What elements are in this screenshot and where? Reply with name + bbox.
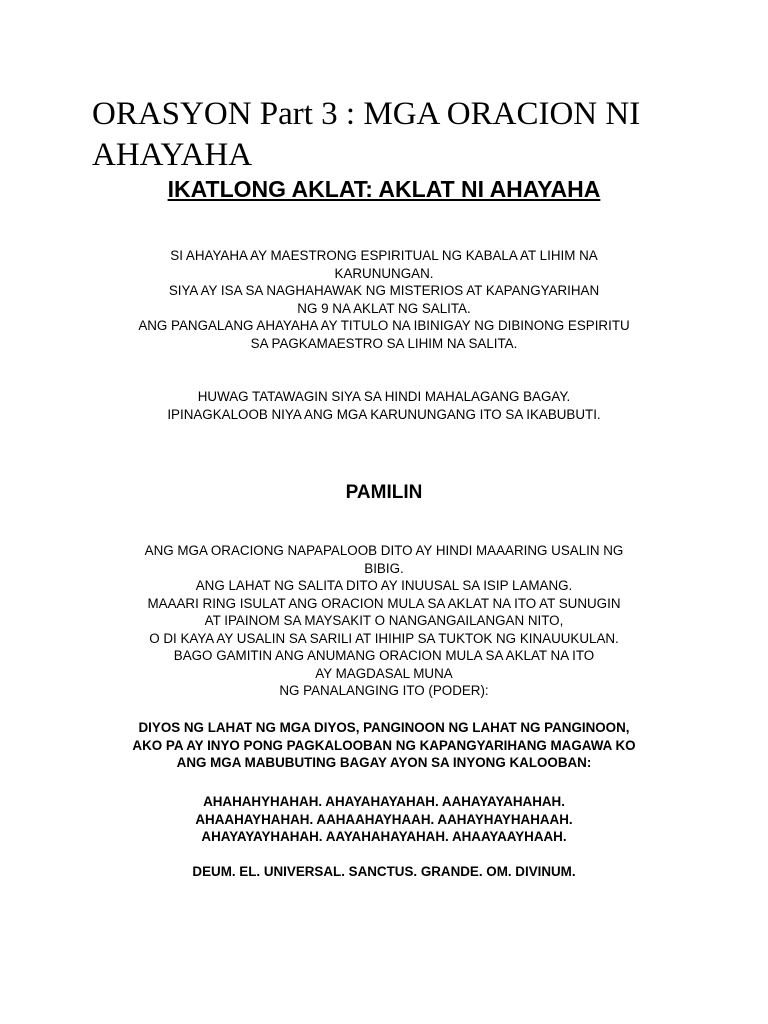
instruction-line: BIBIG. <box>364 560 404 576</box>
prayer-line: ANG MGA MABUBUTING BAGAY AYON SA INYONG KALOOBAN: <box>176 755 592 770</box>
warning-line: HUWAG TATAWAGIN SIYA SA HINDI MAHALAGANG BAGAY. <box>197 389 571 404</box>
instruction-line: ANG LAHAT NG SALITA DITO AY INUUSAL SA ISIP LAMANG. <box>195 578 573 593</box>
document-subtitle: IKATLONG AKLAT: AKLAT NI AHAYAHA <box>167 176 601 202</box>
intro-line: SA PAGKAMAESTRO SA LIHIM NA SALITA. <box>250 335 518 351</box>
instruction-line: BAGO GAMITIN ANG ANUMANG ORACION MULA SA AKLAT NA ITO <box>173 648 595 663</box>
warning-line: IPINAGKALOOB NIYA ANG MGA KARUNUNGANG ITO SA IKABUBUTI. <box>167 406 601 422</box>
instruction-line: NG PANALANGING ITO (PODER): <box>279 683 489 698</box>
prayer-paragraph <box>90 719 678 772</box>
instruction-line: AT IPAINOM SA MAYSAKIT O NANGANGAILANGAN NITO, <box>204 613 564 628</box>
chant-line: AHAYAYAYHAHAH. AAYAHAHAYAHAH. AHAAYAAYHAAH. <box>201 829 567 844</box>
intro-paragraph <box>90 247 678 352</box>
prayer-line: AKO PA AY INYO PONG PAGKALOOBAN NG KAPANGYARIHANG MAGAWA KO <box>132 737 636 753</box>
chant-paragraph <box>90 793 678 846</box>
warning-paragraph <box>90 388 678 423</box>
instruction-line: ANG MGA ORACIONG NAPAPALOOB DITO AY HINDI MAAARING USALIN NG <box>144 543 624 558</box>
closing-words: DEUM. EL. UNIVERSAL. SANCTUS. GRANDE. OM. DIVINUM. <box>192 864 576 879</box>
intro-line: ANG PANGALANG AHAYAHA AY TITULO NA IBINIGAY NG DIBINONG ESPIRITU <box>138 318 630 333</box>
instruction-line: O DI KAYA AY USALIN SA SARILI AT IHIHIP SA TUKTOK NG KINAUUKULAN. <box>149 630 619 646</box>
document-title: ORASYON Part 3 : MGA ORACION NI AHAYAHA <box>92 96 641 173</box>
intro-line: SIYA AY ISA SA NAGHAHAWAK NG MISTERIOS AT KAPANGYARIHAN <box>168 283 600 298</box>
chant-line: AHAHAHYHAHAH. AHAYAHAYAHAH. AAHAYAYAHAHAH. <box>203 794 565 809</box>
chant-line: AHAAHAYHAHAH. AAHAAHAYHAAH. AAHAYHAYHAHAAH. <box>195 811 573 827</box>
instruction-line: MAAARI RING ISULAT ANG ORACION MULA SA AKLAT NA ITO AT SUNUGIN <box>147 595 621 611</box>
instructions-paragraph <box>90 542 678 700</box>
prayer-line: DIYOS NG LAHAT NG MGA DIYOS, PANGINOON NG LAHAT NG PANGINOON, <box>138 720 630 735</box>
intro-line: NG 9 NA AKLAT NG SALITA. <box>297 300 471 316</box>
intro-line: SI AHAYAHA AY MAESTRONG ESPIRITUAL NG KABALA AT LIHIM NA <box>170 248 598 263</box>
instruction-line: AY MAGDASAL MUNA <box>315 665 453 681</box>
section-heading: PAMILIN <box>345 482 423 503</box>
intro-line: KARUNUNGAN. <box>334 265 434 281</box>
